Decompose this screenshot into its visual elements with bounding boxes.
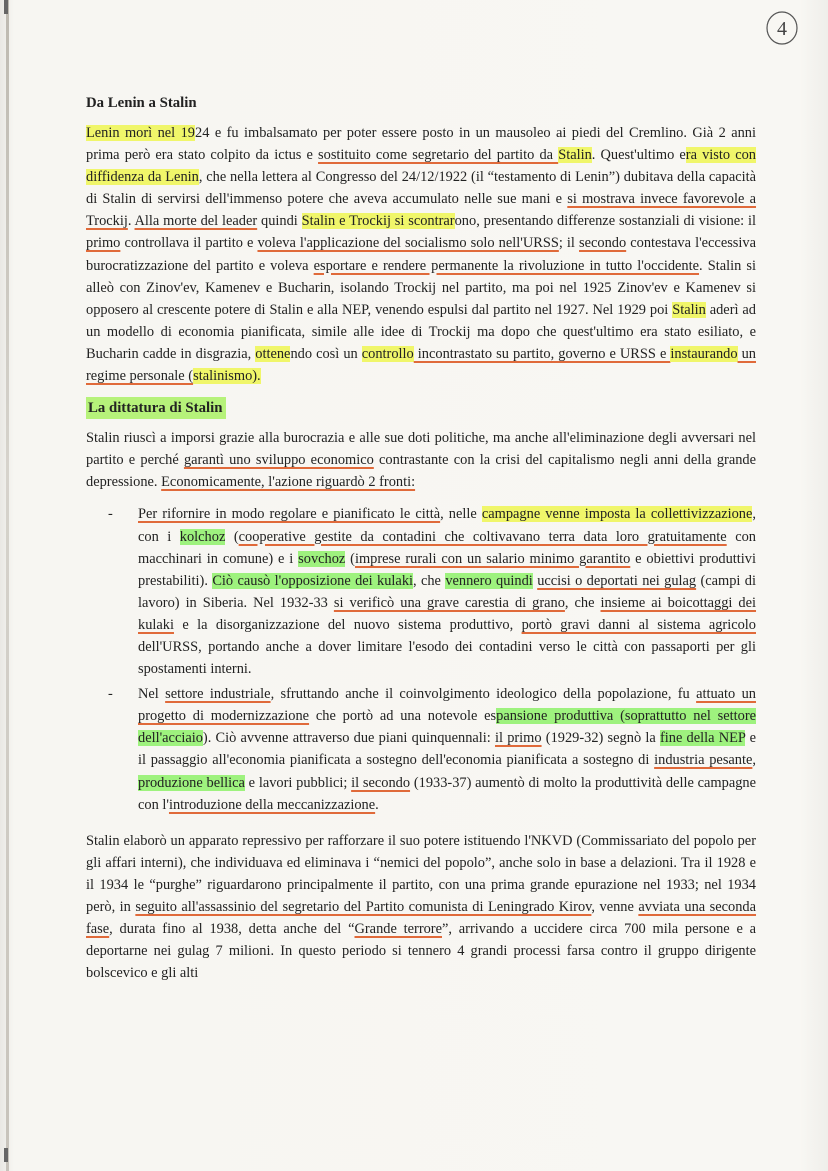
text-run: controllava il partito e	[120, 235, 258, 252]
underlined-text: industria pesante	[654, 752, 753, 769]
list-item-agricoltura	[108, 503, 757, 680]
text-run: , durata fino al 1938, detta anche del “	[109, 921, 355, 938]
text-run: e lavori pubblici;	[244, 774, 352, 791]
highlighted-text: ottene	[255, 345, 291, 362]
text-run: ono, presentando differenze sostanziali di visione: il	[454, 213, 757, 230]
binding-mark-top	[4, 0, 8, 14]
binding-mark-bottom	[4, 1148, 8, 1162]
text-run: , con i	[138, 506, 757, 545]
highlighted-text: ra visto con diffidenza da Lenin	[86, 147, 756, 186]
underlined-text: avviata una seconda fase	[86, 899, 757, 938]
underlined-text: il secondo	[351, 774, 411, 791]
highlighted-text: vennero quindi	[445, 572, 533, 589]
underlined-text: il primo	[494, 730, 542, 747]
underlined-text: si verificò una grave carestia di grano	[333, 594, 565, 611]
underlined-text: incontrastato su partito, governo e URSS e	[413, 345, 671, 362]
text-run: Stalin riuscì a imporsi grazie alla burocrazia e alle sue doti politiche, ma anche all'eliminazione degli avversari nel partito e perché	[86, 430, 756, 469]
list-item-text	[138, 506, 756, 677]
document-body	[86, 92, 756, 994]
underlined-text: imprese rurali con un salario minimo garantito	[354, 550, 631, 567]
underlined-text: insieme ai boicottaggi dei kulaki	[138, 594, 757, 633]
text-run: , sfruttando anche il coinvolgimento ideologico della popolazione, fu	[270, 686, 697, 703]
highlighted-text: Lenin morì nel 19	[86, 125, 195, 141]
text-run: ; il	[558, 235, 580, 252]
list-item-text	[138, 686, 756, 812]
underlined-text: attuato un progetto di modernizzazione	[138, 686, 756, 725]
underlined-text: Grande terrore	[354, 921, 442, 938]
underlined-text: Per rifornire in modo regolare e pianificato le città	[138, 506, 441, 523]
text-run: con macchinari in comune) e i	[138, 528, 756, 567]
text-run: .	[127, 213, 135, 230]
text-run: ”, arrivando a uccidere circa 700 mila persone e a deportarne nei gulag 7 milioni. In questo periodo si tennero 4 grandi processi farsa contro il gruppo dirigente bolscevico e gli alti	[86, 921, 757, 982]
text-run: . Quest'ultimo e	[591, 147, 686, 164]
text-run: aderì ad un modello di economia pianificata, simile alle idee di Trockij ma dopo che quest'ultimo era stato esiliato, e Bucharin cadde in disgrazia,	[86, 301, 756, 362]
list-dash: -	[108, 686, 113, 703]
highlighted-text: fine della NEP	[659, 730, 746, 747]
text-run: contrastante con la crisi del capitalismo negli anni della grande depressione.	[86, 452, 756, 491]
highlighted-text: kolchoz	[179, 528, 226, 545]
text-run: dell'URSS, portando anche a dover limitare l'esodo dei contadini verso le città con passaporti per gli spostamenti interni.	[138, 638, 756, 678]
text-run: , che nella lettera al Congresso del 24/12/1922 (il “testamento di Lenin”) dubitava della capacità di Stalin di servirsi dell'immenso potere che aveva accumulato nelle sue mani e	[86, 169, 756, 208]
heading-dittatura-stalin: La dittatura di Stalin	[86, 397, 226, 419]
underlined-text: garantì uno sviluppo economico	[183, 452, 374, 469]
text-run: che portò ad una notevole es	[309, 708, 497, 725]
highlighted-text: Stalin	[558, 147, 592, 164]
highlighted-text: campagne venne imposta la collettivizzazione	[481, 506, 753, 523]
text-run: .	[375, 796, 379, 813]
highlighted-text: controllo	[361, 345, 414, 362]
underlined-text: uccisi o deportati nei gulag	[537, 572, 697, 589]
paragraph-dittatura-intro	[86, 427, 756, 493]
text-run: ,	[752, 752, 756, 769]
text-run: , nelle	[440, 506, 482, 523]
text-run: Stalin elaborò un apparato repressivo per rafforzare il suo potere istituendo l'NKVD (Commissariato del popolo per gli affari interni), che individuava ed eliminava i “nemici del popolo”, anche solo in base a delazioni. Tra il 1928 e il 1934 le “purghe” riguardarono principalmente il partito, con una prima grande epurazione nel 1933; nel 1934 però, in	[86, 832, 756, 915]
text-run: ndo così un	[290, 345, 362, 362]
underlined-text: un regime personale (	[86, 345, 756, 385]
highlighted-text: pansione produttiva (soprattutto nel settore dell'acciaio	[138, 708, 756, 747]
list-item-industria	[108, 683, 756, 816]
paragraph-lenin-stalin	[86, 122, 756, 387]
underlined-text: seguito all'assassinio del segretario del Partito comunista di Leningrado Kirov	[135, 899, 592, 915]
text-run: (1929-32) segnò la	[541, 730, 660, 747]
underlined-text: Alla morte del leader	[134, 213, 258, 230]
underlined-text: portò gravi danni al sistema agricolo	[521, 616, 756, 633]
text-run: 24 e fu imbalsamato per poter essere posto in un mausoleo ai piedi del Cremlino. Già 2 anni prima però era stato colpito da ictus e	[86, 125, 756, 164]
highlighted-text: Stalin	[672, 301, 706, 318]
text-run: e il passaggio all'economia pianificata a sostegno dell'economia pianificata a sostegno di	[138, 730, 756, 769]
page-binding	[6, 0, 9, 1171]
text-run: . Stalin si alleò con Zinov'ev, Kamenev e Bucharin, isolando Trockij nel partito, ma poi nel 1925 Zinov'ev e Kamenev si opposero al crescente potere di Stalin e alla NEP, venendo espulsi dal partito nel 1927. Nel 1929 poi	[86, 257, 756, 318]
underlined-text: esportare e rendere permanente la rivoluzione in tutto l'occidente	[313, 257, 700, 274]
highlighted-text: instaurando	[670, 345, 738, 362]
underlined-text: settore industriale	[165, 686, 271, 703]
text-run: contestava l'eccessiva burocratizzazione del partito e voleva	[86, 235, 756, 274]
highlighted-text: Ciò causò l'opposizione dei kulaki	[212, 572, 414, 589]
text-run: Nel	[138, 686, 166, 703]
highlighted-text: produzione bellica	[138, 774, 245, 791]
text-run: (	[345, 550, 355, 567]
text-run: ). Ciò avvenne attraverso due piani quinquennali:	[202, 730, 495, 747]
text-run: (campi di lavoro) in Siberia. Nel 1932-33	[138, 572, 756, 611]
text-run: (1933-37) aumentò di molto la produttività delle campagne con l'	[138, 774, 756, 813]
highlighted-text: sovchoz	[298, 550, 346, 567]
text-run: , venne	[591, 899, 639, 915]
fronti-list	[86, 503, 756, 815]
underlined-text: cooperative gestite da contadini che coltivavano terra data loro gratuitamente	[238, 528, 727, 545]
underlined-text: sostituito come segretario del partito da	[318, 147, 559, 164]
underlined-text: si mostrava invece favorevole a Trockij	[86, 191, 757, 230]
highlighted-text: stalinismo).	[193, 368, 261, 385]
text-run: quindi	[257, 213, 302, 230]
underlined-text: voleva l'applicazione del socialismo solo nell'URSS	[257, 235, 559, 252]
underlined-text: Economicamente, l'azione riguardò 2 fronti:	[161, 474, 416, 491]
text-run: , che	[564, 594, 601, 611]
underlined-text: introduzione della meccanizzazione	[168, 796, 376, 813]
page-number-circle	[762, 8, 802, 48]
underlined-text: secondo	[579, 235, 627, 252]
text-run: e obiettivi produttivi prestabiliti).	[138, 550, 756, 589]
list-dash: -	[108, 506, 113, 523]
text-run: e la disorganizzazione del nuovo sistema produttivo,	[173, 616, 522, 633]
highlighted-text: Stalin e Trockij si scontrar	[301, 213, 455, 230]
heading-da-lenin-a-stalin: Da Lenin a Stalin	[86, 95, 197, 111]
page-number	[762, 8, 802, 48]
page-number-text: 4	[777, 18, 787, 40]
text-run: , che	[413, 572, 446, 589]
paragraph-repressione	[86, 830, 756, 985]
text-run: (	[225, 528, 239, 545]
underlined-text: primo	[86, 235, 121, 252]
